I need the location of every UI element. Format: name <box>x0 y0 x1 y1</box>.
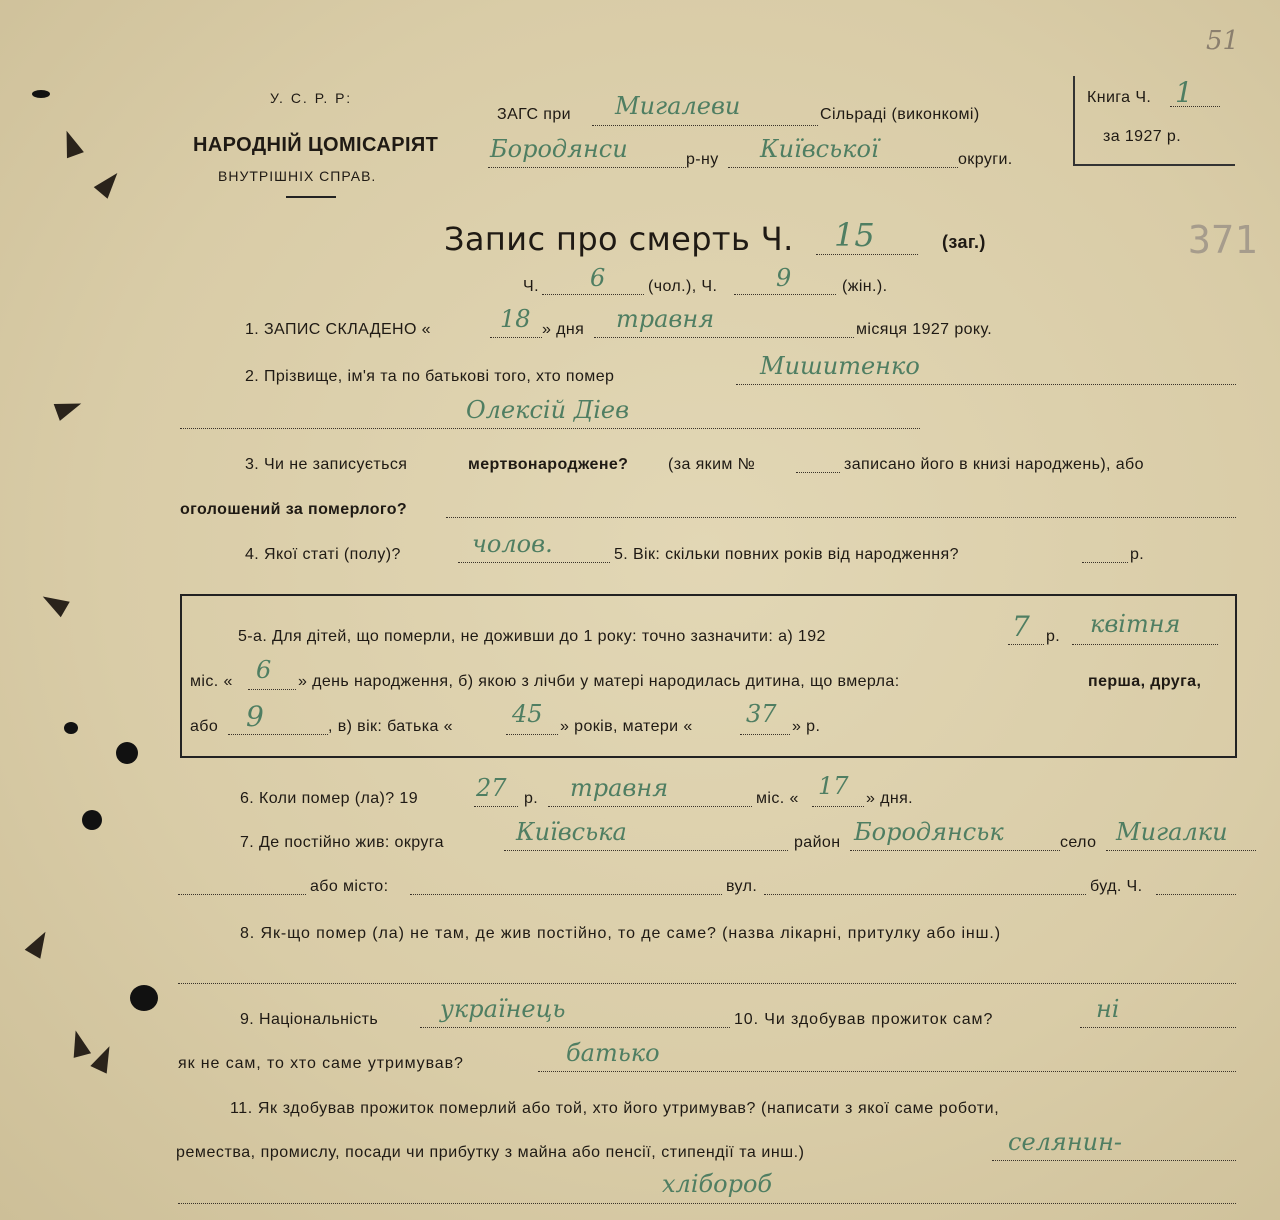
item6-r: р. <box>524 790 539 807</box>
item11-occ-line <box>992 1160 1236 1161</box>
item3-line1-c: (за яким № <box>668 456 756 473</box>
item6-day-handwritten: 17 <box>818 772 849 800</box>
item5a-year-handwritten: 7 <box>1012 610 1030 643</box>
item7-vul-line <box>764 894 1086 895</box>
item5a-line3-c: » років, матери « <box>560 718 693 735</box>
zags-village-handwritten: Мигалеви <box>615 92 741 120</box>
item6-year-handwritten: 27 <box>476 774 507 802</box>
item1-month-line <box>594 337 854 338</box>
item3-declared-dead-label: оголошений за померлого? <box>180 501 408 518</box>
item7-selo-line <box>1106 850 1256 851</box>
item3-stillborn-label: мертвонароджене? <box>468 456 629 473</box>
zags-prefix: ЗАГС при <box>497 106 571 123</box>
item2-surname-line <box>736 384 1236 385</box>
item4-label: 4. Якої статі (полу)? <box>245 546 401 563</box>
item5a-line1: 5-а. Для дітей, що померли, не доживши до 1 року: точно зазначити: а) 192 <box>238 628 826 645</box>
chol-label: (чол.), Ч. <box>648 278 718 295</box>
item5a-line2-b: » день народження, б) якою з лічби у матері народилась дитина, що вмерла: <box>298 673 900 690</box>
ch-label: Ч. <box>523 278 539 295</box>
item1-label: 1. ЗАПИС СКЛАДЕНО « <box>245 321 431 338</box>
raion-label: р-ну <box>686 151 719 168</box>
item1-month-handwritten: травня <box>616 305 715 333</box>
item5a-order-line <box>228 734 328 735</box>
item7-selo-label: село <box>1060 834 1097 851</box>
item5a-abo: або <box>190 718 219 735</box>
item5a-r: р. <box>1046 628 1061 645</box>
item10-label: 10. Чи здобував прожиток сам? <box>734 1011 994 1028</box>
item11-line1: 11. Як здобував прожиток померлий або той, хто його утримував? (написати з якої саме роботи, <box>230 1100 1000 1117</box>
item9-nat-handwritten: українець <box>440 995 566 1023</box>
item1-day-handwritten: 18 <box>500 305 531 333</box>
item6-label: 6. Коли помер (ла)? 19 <box>240 790 419 807</box>
item11-occ2-line <box>178 1203 1236 1204</box>
item11-occ2-handwritten: хлібороб <box>662 1170 773 1198</box>
male-count-line <box>542 294 644 295</box>
item5a-mother-handwritten: 37 <box>746 700 777 728</box>
item7-pre-misto-line <box>178 894 306 895</box>
book-label: Книга Ч. <box>1087 89 1152 106</box>
item5-age-line <box>1082 562 1128 563</box>
item8-label: 8. Як-що помер (ла) не там, де жив постійно, то де саме? (назва лікарні, притулку або інш.) <box>240 925 1001 942</box>
item11-line2: ремества, промислу, посади чи прибутку з майна або пенсії, стипендії та инш.) <box>176 1144 805 1161</box>
raion-handwritten: Бородянси <box>490 135 628 163</box>
item5a-month-line <box>1072 644 1218 645</box>
item7-raion-label: район <box>794 834 841 851</box>
record-title: Запис про смерть Ч. <box>444 220 794 258</box>
item7-okruga-line <box>504 850 788 851</box>
item5a-father-line <box>506 734 558 735</box>
item6-dnya: » дня. <box>866 790 914 807</box>
item7-misto-line <box>410 894 722 895</box>
item5a-order-handwritten: 9 <box>246 700 264 733</box>
item7-raion-line <box>850 850 1060 851</box>
item2-name-handwritten: Олексій Діев <box>466 396 630 424</box>
item7-selo-handwritten: Мигалки <box>1116 818 1228 846</box>
item5a-day-line <box>248 689 296 690</box>
item5a-line3-b: , в) вік: батька « <box>328 718 453 735</box>
item5a-father-handwritten: 45 <box>512 700 543 728</box>
item6-month-line <box>548 806 752 807</box>
zags-village-line <box>592 125 818 126</box>
okruga-label: округи. <box>958 151 1013 168</box>
item5a-mother-line <box>740 734 790 735</box>
item5a-line3-d: » р. <box>792 718 821 735</box>
male-count-handwritten: 6 <box>590 264 606 292</box>
item2-name-line <box>180 428 920 429</box>
item6-month-handwritten: травня <box>570 774 669 802</box>
item9-supporter-handwritten: батько <box>566 1039 660 1067</box>
item6-year-line <box>474 806 518 807</box>
item6-day-line <box>812 806 864 807</box>
item3-number-line <box>796 472 840 473</box>
item9-supporter-line <box>538 1071 1236 1072</box>
divider <box>286 196 336 198</box>
record-number-handwritten: 15 <box>834 216 875 254</box>
female-count-line <box>734 294 836 295</box>
item7-bud-line <box>1156 894 1236 895</box>
item7-raion-handwritten: Бородянськ <box>854 818 1004 846</box>
item1-month-suffix: місяця 1927 року. <box>856 321 993 338</box>
item4-sex-handwritten: чолов. <box>472 530 553 558</box>
item5a-day-handwritten: 6 <box>256 656 272 684</box>
female-count-handwritten: 9 <box>776 264 792 292</box>
item2-label: 2. Прізвище, ім'я та по батькові того, хто помер <box>245 368 615 385</box>
item9-label: 9. Національність <box>240 1011 379 1028</box>
item7-okruga-handwritten: Київська <box>516 818 627 846</box>
item7-label: 7. Де постійно жив: округа <box>240 834 444 851</box>
commissariat-title: НАРОДНІЙ ЦОМІСАРІЯТ <box>193 134 439 156</box>
raion-line <box>488 167 686 168</box>
item7-misto-label: або місто: <box>310 878 389 895</box>
item11-occ-handwritten: селянин- <box>1008 1128 1122 1156</box>
ussr-label: У. С. Р. Р: <box>270 90 353 106</box>
book-no-handwritten: 1 <box>1175 76 1193 109</box>
item1-day-suffix: » дня <box>542 321 585 338</box>
zags-suffix: Сільраді (виконкомі) <box>820 106 980 123</box>
item3-line1-a: 3. Чи не записується <box>245 456 408 473</box>
year-label: за 1927 р. <box>1103 128 1182 145</box>
item7-bud-label: буд. Ч. <box>1090 878 1143 895</box>
item5a-year-line <box>1008 644 1044 645</box>
item8-line <box>178 983 1236 984</box>
item1-day-line <box>490 337 542 338</box>
item9-nat-line <box>420 1027 730 1028</box>
zhin-label: (жін.). <box>842 278 888 295</box>
okruga-handwritten: Київської <box>760 135 879 163</box>
item3-line1-d: записано його в книзі народжень), або <box>844 456 1144 473</box>
item10-line <box>1080 1027 1236 1028</box>
item7-vul-label: вул. <box>726 878 758 895</box>
item2-surname-handwritten: Мишитенко <box>760 352 920 380</box>
item5a-month-handwritten: квітня <box>1090 610 1181 638</box>
okruga-line <box>728 167 958 168</box>
stamp-number: 371 <box>1188 218 1258 262</box>
internal-affairs-label: ВНУТРІШНІХ СПРАВ. <box>218 168 377 184</box>
item5-age-label: 5. Вік: скільки повних років від народження? <box>614 546 959 563</box>
record-number-line <box>816 254 918 255</box>
item3-declared-line <box>446 517 1236 518</box>
item4-sex-line <box>458 562 610 563</box>
item5a-mis: міс. « <box>190 673 233 690</box>
corner-mark: 51 <box>1206 26 1240 56</box>
item10-handwritten: ні <box>1096 995 1120 1023</box>
item6-mis: міс. « <box>756 790 799 807</box>
item5a-first-second: перша, друга, <box>1088 673 1202 690</box>
item5-age-suffix: р. <box>1130 546 1145 563</box>
item9-line2: як не сам, то хто саме утримував? <box>178 1055 464 1072</box>
zag-label: (заг.) <box>942 232 986 252</box>
